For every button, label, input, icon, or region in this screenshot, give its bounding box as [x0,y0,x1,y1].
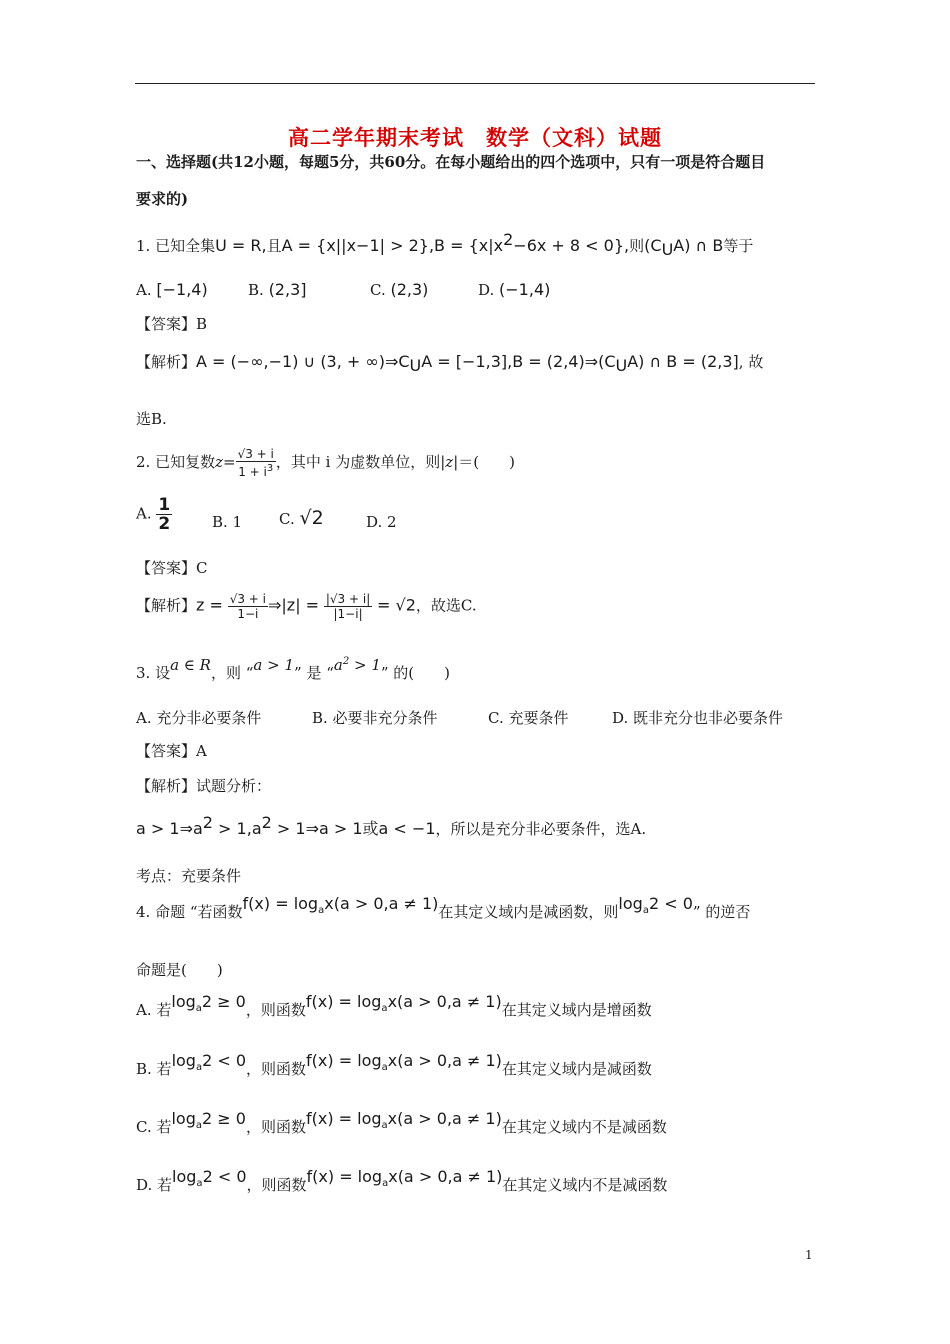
option-b: B. 必要非充分条件 [312,709,438,727]
page-number: 1 [805,1248,813,1262]
answer-3: 【答案】A [136,742,207,760]
page-title: 高二学年期末考试 数学（文科）试题 [288,125,662,150]
analysis-1: 【解析】A = (−∞,−1) ∪ (3, + $\infty)\Rightarrow C_UA = [-1,3],B$ = $(2,4)\Rightarrow(C_UA)$ ∩ B = (2,3], 故 [136,352,764,375]
kaodian-3: 考点：充要条件 [136,867,242,885]
option-c: C. (2,3) [370,280,429,299]
fraction: $\frac{√3 + i}{1 + i^3}$ [237,447,274,479]
question-4-option-a: A. 若$\log_a2 \ge 0$，则函数$f(x) = \log_ax(a > 0,a \ne 1)$在其定义域内是增函数 [136,992,652,1019]
section-heading-cont: 要求的) [136,190,189,208]
question-4-option-d: D. 若$\log_a2 < 0$，则函数$f(x) = \log_ax(a > 0,a \ne 1)$在其定义域内不是减函数 [136,1167,668,1194]
header-rule [135,83,815,84]
question-4-option-c: C. 若$\log_a2 \ge 0$，则函数$f(x) = \log_ax(a > 0,a \ne 1)$在其定义域内不是减函数 [136,1109,667,1136]
analysis-3: 【解析】试题分析： [136,777,272,795]
option-a: A. [−1,4) [136,280,208,299]
answer-2: 【答案】C [136,559,208,577]
question-1: 1. 已知全集U = R,且$A = \{x||x-1| > 2\},B = \{x|x^2-6x + 8 < 0\}$,则$(C_UA)$ ∩ B等于 [136,230,754,259]
option-b: B. 1 [212,513,243,531]
option-c: C. 充要条件 [488,709,569,727]
option-a: A. 充分非必要条件 [136,709,262,727]
answer-1: 【答案】B [136,315,208,333]
derivation-3: $a > 1\Rightarrow a^2 > 1,a^2$ > 1⇒a > 1或a < −1，所以是充分非必要条件，选A. [136,813,647,838]
analysis-2: 【解析】z = $\frac{√3 + i}{1-i}$ ⇒|z| = $\frac{|√3 + i|}{|1-i|}$ = √2，故选C. [136,592,477,621]
option-b: B. (2,3] [248,280,307,299]
option-c: C. √2 [279,507,324,529]
question-4: 4. 命题 “若函数$f(x) = \log_ax(a > 0,a \ne 1)$在其定义域内是减函数，则$\log_a2 < 0$” 的逆否 [136,894,751,921]
section-heading: 一、选择题(共12小题，每题5分，共60分。在每小题给出的四个选项中，只有一项是符合题目 [136,153,766,171]
option-a: A. $\frac{1}{2}$ [136,495,171,534]
option-d: D. 既非充分也非必要条件 [612,709,784,727]
question-4-cont: 命题是( ) [136,961,223,979]
option-d: D. (−1,4) [478,280,551,299]
option-d: D. 2 [366,513,397,531]
analysis-1-cont: 选B. [136,410,167,428]
question-3: 3. 设a ∈ R，则 “a > 1” 是 “$a^2 > 1$” 的( ) [136,656,451,682]
question-4-option-b: B. 若$\log_a2 < 0$，则函数$f(x) = \log_ax(a > 0,a \ne 1)$在其定义域内是减函数 [136,1051,652,1078]
question-2: 2. 已知复数z= $\frac{√3 + i}{1 + i^3}$ ，其中 i 为虚数单位，则|z|＝( ) [136,447,515,479]
